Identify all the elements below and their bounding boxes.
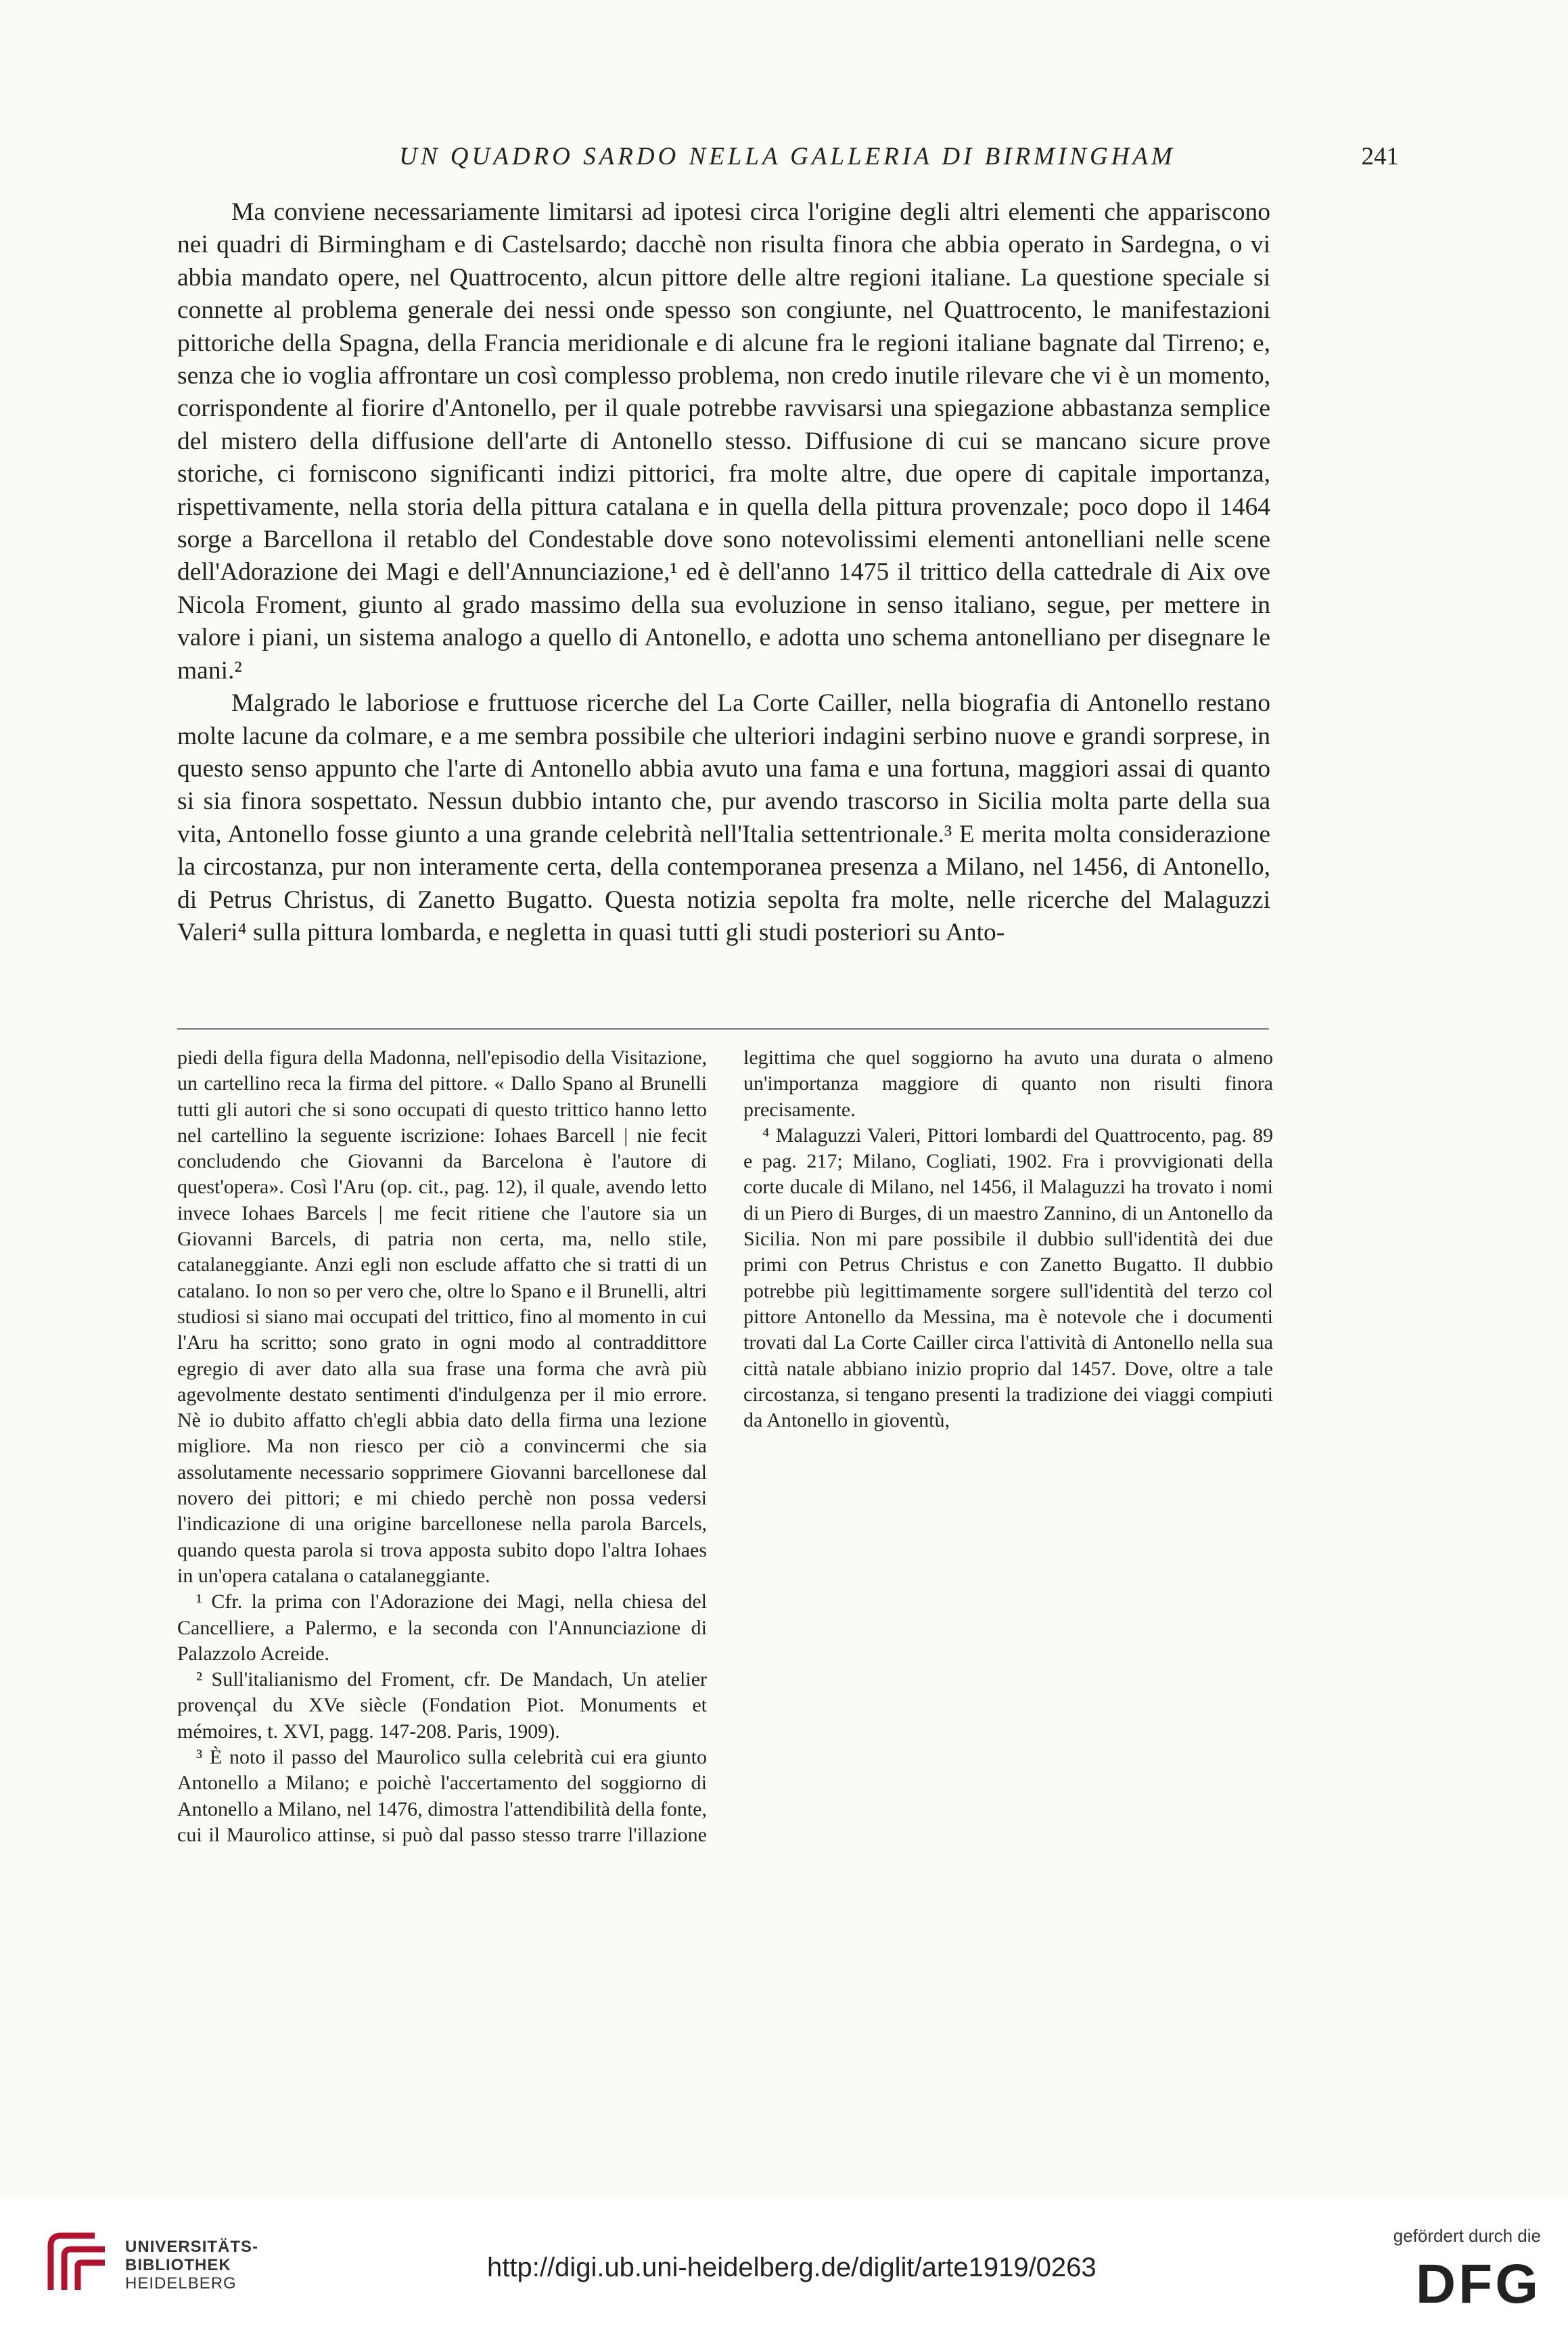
dfg-logo: DFG — [1415, 2253, 1541, 2315]
body-paragraph: Malgrado le laboriose e fruttuose ricerche del La Corte Cailler, nella biografia di Antonello restano molte lacune da colmare, e a me sembra possibile che ulteriori indagini serbino nuove e grandi sorprese, in questo senso appunto che l'arte di Antonello abbia avuto una fama e una fortuna, maggiori assai di quanto si sia finora sospettato. Nessun dubbio intanto che, pur avendo trascorso in Sicilia molta parte della sua vita, Antonello fosse giunto a una grande celebrità nell'Italia settentrionale.³ E merita molta considerazione la circostanza, pur non interamente certa, della contemporanea presenza a Milano, nel 1456, di Antonello, di Petrus Christus, di Zanetto Bugatto. Questa notizia sepolta fra molte, nelle ricerche del Malaguzzi Valeri⁴ sulla pittura lombarda, e negletta in quasi tutti gli studi posteriori su Anto- — [177, 689, 1270, 946]
running-title: UN QUADRO SARDO NELLA GALLERIA DI BIRMINGHAM — [399, 143, 1176, 170]
digitization-footer — [0, 2199, 1568, 2325]
ub-heidelberg-logo-icon — [41, 2226, 115, 2300]
footnote: piedi della figura della Madonna, nell'episodio della Visitazione, un cartellino reca la firma del pittore. « Dallo Spano al Brunelli tutti gli autori che si sono occupati di questo trittico hanno letto nel cartellino la seguente iscrizione: Iohaes Barcell | nie fecit concludendo che Giovanni da Barcelona è l'autore di quest'opera». Così l'Aru (op. cit., pag. 12), il quale, avendo letto invece Iohaes Barcels | me fecit ritiene che l'autore sia un Giovanni Barcels, di patria non certa, ma, nello stile, catalaneggiante. Anzi egli non esclude affatto che si tratti di un catalano. Io non so per vero che, oltre lo Spano e il Brunelli, altri studiosi si siano mai occupati del trittico, fino al momento in cui l'Aru ha scritto; sono grato in ogni modo al contraddittore egregio di aver dato alla sua frase una forma che avrà più agevolmente destato sentimenti d'indulgenza per il mio errore. Nè io dubito affatto ch'egli abbia dato della firma una lezione migliore. Ma non riesco per ciò a convincermi che sia assolutamente necessario sopprimere Giovanni barcellonese dal novero dei pittori; e mi chiedo perchè non possa vedersi l'indicazione di una origine barcellonese nella parola Barcels, quando questa parola si trova apposta subito dopo l'altra Iohaes in un'opera catalana o catalaneggiante. — [177, 1046, 707, 1587]
library-name: UNIVERSITÄTS- BIBLIOTHEK HEIDELBERG — [125, 2238, 259, 2293]
footnote: ² Sull'italianismo del Froment, cfr. De Mandach, Un atelier provençal du XVe siècle (Fondation Piot. Monuments et mémoires, t. XVI, pagg. 147-208. Paris, 1909). — [177, 1668, 707, 1743]
page-header — [176, 142, 1399, 183]
footnote: ¹ Cfr. la prima con l'Adorazione dei Magi, nella chiesa del Cancelliere, a Palermo, e la seconda con l'Annunciazione di Palazzolo Acreide. — [177, 1590, 707, 1665]
footnote-divider — [177, 1028, 1269, 1030]
source-url-link[interactable]: http://digi.ub.uni-heidelberg.de/diglit/arte1919/0263 — [487, 2253, 1097, 2282]
funding-note: gefördert durch die — [1393, 2226, 1541, 2246]
footnote: ³ È noto il passo del Maurolico sulla celebrità cui era giunto Antonello a Milano; e poichè l'accertamento del soggiorno di Antonello a Milano, nel 1476, dimostra l'attendibilità della fonte, cui il Maurolico attinse, si può dal passo stesso trarre l'illazione legittima che quel soggiorno ha avuto una durata o almeno un'importanza maggiore di quanto non risulti finora precisamente. — [177, 1046, 1273, 1846]
main-text — [177, 196, 1270, 949]
body-paragraph: Ma conviene necessariamente limitarsi ad ipotesi circa l'origine degli altri elementi che appariscono nei quadri di Birmingham e di Castelsardo; dacchè non risulta finora che abbia operato in Sardegna, o vi abbia mandato opere, nel Quattrocento, alcun pittore delle altre regioni italiane. La questione speciale si connette al problema generale dei nessi onde spesso son congiunte, nel Quattrocento, le manifestazioni pittoriche della Spagna, della Francia meridionale e di alcune fra le regioni italiane bagnate dal Tirreno; e, senza che io voglia affrontare un così complesso problema, non credo inutile rilevare che vi è un momento, corrispondente al fiorire d'Antonello, per il quale potrebbe ravvisarsi una spiegazione abbastanza semplice del mistero della diffusione dell'arte di Antonello stesso. Diffusione di cui se mancano sicure prove storiche, ci forniscono significanti indizi pittorici, fra molte altre, due opere di capitale importanza, rispettivamente, nella storia della pittura catalana e in quella della pittura provenzale; poco dopo il 1464 sorge a Barcellona il retablo del Condestable dove sono notevolissimi elementi antonelliani nelle scene dell'Adorazione dei Magi e dell'Annunciazione,¹ ed è dell'anno 1475 il trittico della cattedrale di Aix ove Nicola Froment, giunto al grado massimo della sua evoluzione in senso italiano, segue, per mettere in valore i piani, un sistema analogo a quello di Antonello, e adotta uno schema antonelliano per disegnare le mani.² — [177, 198, 1270, 685]
footnotes — [177, 1045, 1273, 1857]
footnote: ⁴ Malaguzzi Valeri, Pittori lombardi del Quattrocento, pag. 89 e pag. 217; Milano, Cogliati, 1902. Fra i provvigionati della corte ducale di Milano, nel 1456, il Malaguzzi ha trovato i nomi di un Piero di Burges, di un maestro Zannino, di un Antonello da Sicilia. Non mi pare possibile il dubbio sull'identità dei due primi con Petrus Christus e con Zanetto Bugatto. Il dubbio potrebbe più legittimamente sorgere sull'identità del terzo col pittore Antonello da Messina, ma è notevole che i documenti trovati dal La Corte Cailler circa l'attività di Antonello nella sua città natale abbiano inizio proprio dal 1457. Dove, oltre a tale circostanza, si tengano presenti la tradizione dei viaggi compiuti da Antonello in gioventù, — [743, 1124, 1273, 1432]
page-number: 241 — [1361, 143, 1399, 170]
